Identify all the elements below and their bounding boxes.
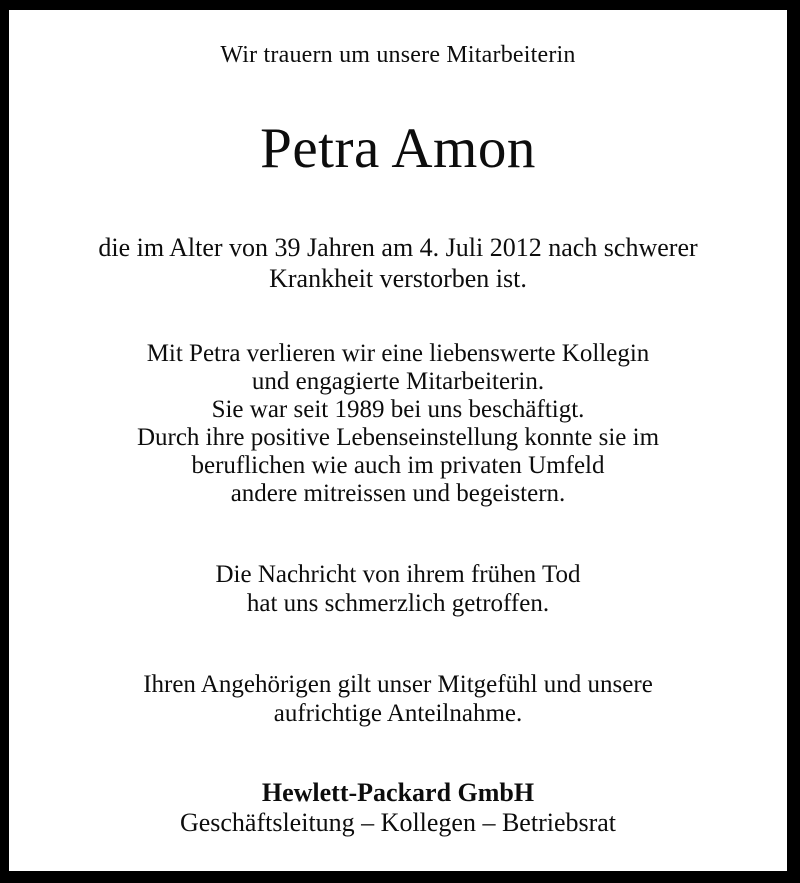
condolence-line: Ihren Angehörigen gilt unser Mitgefühl und unsere xyxy=(143,671,653,698)
intro-paragraph xyxy=(9,232,787,294)
news-line: Die Nachricht von ihrem frühen Tod xyxy=(215,561,581,588)
news-paragraph xyxy=(9,560,787,618)
signers-line: Geschäftsleitung – Kollegen – Betriebsrat xyxy=(179,808,617,837)
mourning-header: Wir trauern um unsere Mitarbeiterin xyxy=(220,42,576,68)
tribute-line: und engagierte Mitarbeiterin. xyxy=(251,368,545,395)
tribute-line: beruflichen wie auch im privaten Umfeld xyxy=(191,452,605,479)
tribute-line: Mit Petra verlieren wir eine liebenswerte Kollegin xyxy=(146,340,650,367)
tribute-paragraph xyxy=(9,340,787,508)
company-name: Hewlett-Packard GmbH xyxy=(261,778,535,807)
intro-line: die im Alter von 39 Jahren am 4. Juli 2012 nach schwerer xyxy=(98,233,698,262)
tribute-line: andere mitreissen und begeistern. xyxy=(230,480,566,507)
news-line: hat uns schmerzlich getroffen. xyxy=(246,590,550,617)
deceased-name: Petra Amon xyxy=(260,117,536,180)
tribute-line: Sie war seit 1989 bei uns beschäftigt. xyxy=(211,396,585,423)
tribute-line: Durch ihre positive Lebenseinstellung konnte sie im xyxy=(136,424,660,451)
intro-line: Krankheit verstorben ist. xyxy=(269,264,527,293)
signature-block xyxy=(9,778,787,838)
condolence-paragraph xyxy=(9,670,787,728)
condolence-line: aufrichtige Anteilnahme. xyxy=(273,700,523,727)
